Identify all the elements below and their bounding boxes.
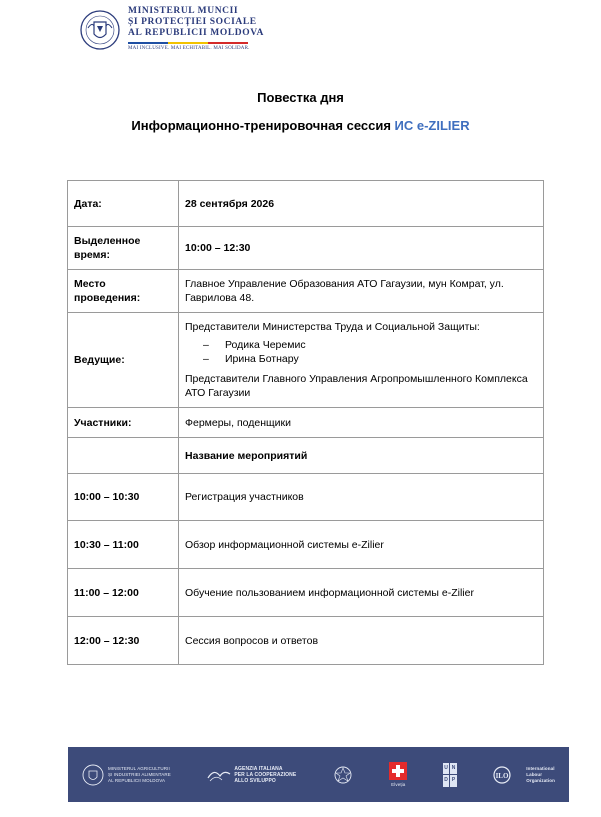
agri-line2: ȘI INDUSTRIEI ALIMENTARE xyxy=(108,771,171,777)
swiss-text: Elveția xyxy=(391,781,406,787)
svg-text:ILO: ILO xyxy=(495,771,509,780)
schedule-time: 10:00 – 10:30 xyxy=(68,474,179,521)
session-title-highlight: ИС e-ZILIER xyxy=(394,118,470,133)
undp-logo xyxy=(443,763,457,787)
participants-label: Участники: xyxy=(68,408,179,438)
hands-icon xyxy=(206,766,232,784)
agri-line3: AL REPUBLICII MOLDOVA xyxy=(108,777,166,783)
swiss-flag-icon xyxy=(389,762,407,780)
aics-line3: ALLO SVILUPPO xyxy=(234,777,276,784)
ministry-name-line1: MINISTERUL MUNCII xyxy=(128,6,239,16)
schedule-header-row xyxy=(68,438,544,474)
hosts-outro: Представители Главного Управления Агропромышленного Комплекса АТО Гагаузии xyxy=(185,373,528,399)
host-name: Родика Черемис xyxy=(225,339,306,351)
ministry-name-line2: ȘI PROTECȚIEI SOCIALE xyxy=(128,17,257,27)
schedule-activity: Обзор информационной системы e-Zilier xyxy=(179,521,544,569)
undp-letter: D xyxy=(443,775,450,787)
schedule-row xyxy=(68,474,544,521)
undp-grid-icon xyxy=(443,763,457,787)
host-name: Ирина Ботнару xyxy=(225,353,299,365)
undp-letter: P xyxy=(450,775,457,787)
agriculture-ministry-logo xyxy=(82,763,171,787)
schedule-row xyxy=(68,617,544,665)
ministry-name-line3: AL REPUBLICII MOLDOVA xyxy=(128,28,264,38)
coat-of-arms-icon xyxy=(82,763,104,787)
session-title xyxy=(0,118,601,133)
schedule-header: Название мероприятий xyxy=(179,438,544,474)
place-row xyxy=(68,270,544,313)
agenda-title: Повестка дня xyxy=(257,90,344,105)
ilo-line3: Organization xyxy=(526,777,555,783)
date-value: 28 сентября 2026 xyxy=(179,181,544,227)
ilo-line1: International xyxy=(526,765,555,771)
schedule-header-empty xyxy=(68,438,179,474)
host-item: – Ирина Ботнару xyxy=(203,353,299,365)
time-value: 10:00 – 12:30 xyxy=(179,227,544,270)
aics-line2: PER LA COOPERAZIONE xyxy=(234,771,297,778)
coat-of-arms-icon xyxy=(80,8,120,52)
host-item: – Родика Черемис xyxy=(203,339,306,351)
date-row xyxy=(68,181,544,227)
schedule-activity: Сессия вопросов и ответов xyxy=(179,617,544,665)
emblem-icon xyxy=(332,764,354,786)
aics-line1: AGENZIA ITALIANA xyxy=(234,765,283,772)
italy-emblem-logo xyxy=(332,764,354,786)
schedule-time: 11:00 – 12:00 xyxy=(68,569,179,617)
date-label: Дата: xyxy=(68,181,179,227)
partner-logos-footer xyxy=(68,747,569,802)
ilo-line2: Labour xyxy=(526,771,543,777)
place-label: Место проведения: xyxy=(68,270,179,313)
hosts-intro: Представители Министерства Труда и Социальной Защиты: xyxy=(185,321,480,333)
ilo-logo xyxy=(492,765,555,785)
schedule-activity: Обучение пользованием информационной системы e-Zilier xyxy=(179,569,544,617)
schedule-time: 12:00 – 12:30 xyxy=(68,617,179,665)
time-label: Выделенное время: xyxy=(68,227,179,270)
switzerland-logo xyxy=(389,762,407,788)
agenda-table xyxy=(67,180,544,665)
ministry-slogan: MAI INCLUSIVE. MAI ECHITABIL. MAI SOLIDAR. xyxy=(128,46,250,51)
place-value: Главное Управление Образования АТО Гагаузии, мун Комрат, ул. Гаврилова 48. xyxy=(179,270,544,313)
ilo-emblem-icon xyxy=(492,765,522,785)
hosts-label: Ведущие: xyxy=(68,313,179,408)
flag-stripe xyxy=(128,42,248,44)
undp-letter: N xyxy=(450,763,457,775)
session-title-prefix: Информационно-тренировочная сессия xyxy=(131,118,395,133)
time-row xyxy=(68,227,544,270)
schedule-row xyxy=(68,569,544,617)
schedule-row xyxy=(68,521,544,569)
hosts-value xyxy=(179,313,544,408)
schedule-time: 10:30 – 11:00 xyxy=(68,521,179,569)
ministry-logo xyxy=(80,6,264,52)
agri-line1: MINISTERUL AGRICULTURII xyxy=(108,765,170,771)
schedule-activity: Регистрация участников xyxy=(179,474,544,521)
participants-value: Фермеры, поденщики xyxy=(179,408,544,438)
participants-row xyxy=(68,408,544,438)
undp-letter: U xyxy=(443,763,450,775)
hosts-row xyxy=(68,313,544,408)
aics-logo xyxy=(206,766,296,784)
